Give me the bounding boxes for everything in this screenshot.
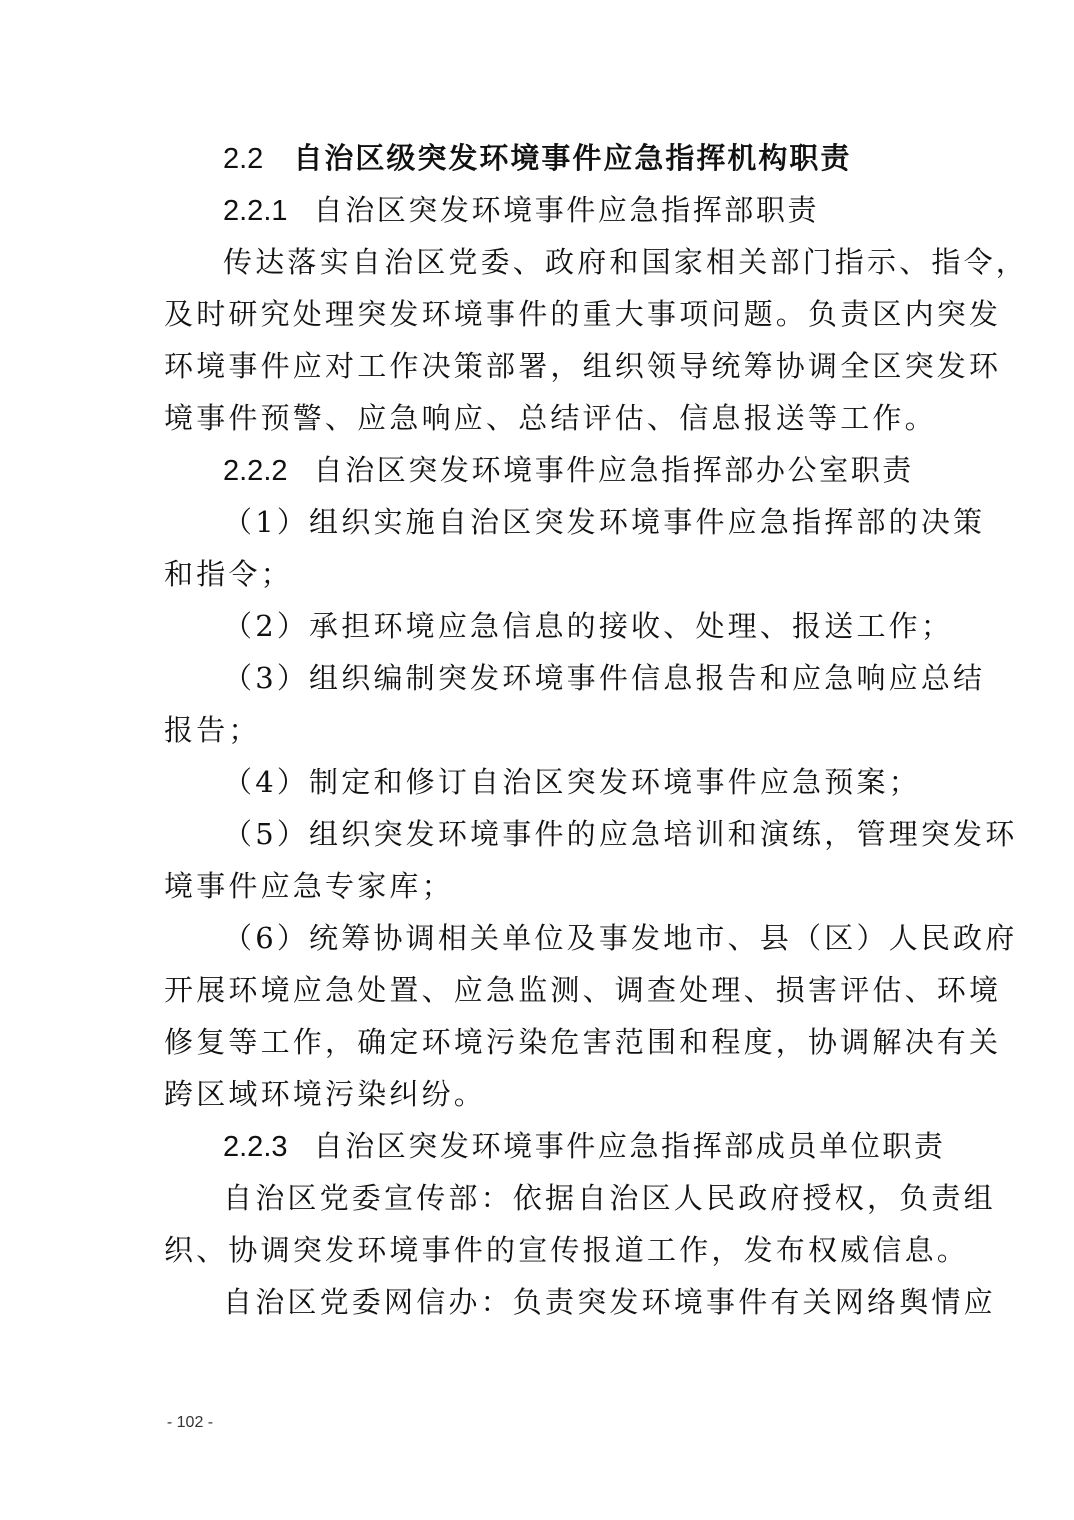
subsection-title: 自治区突发环境事件应急指挥部成员单位职责: [313, 1129, 946, 1163]
page-number: - 102 -: [166, 1414, 214, 1431]
text-line: （1）组织实施自治区突发环境事件应急指挥部的决策: [223, 505, 986, 539]
paragraph: [164, 236, 1029, 444]
text-line: 和指令；: [164, 557, 293, 591]
section-title: 自治区级突发环境事件应急指挥机构职责: [293, 141, 852, 175]
list-item: [164, 600, 954, 652]
text-line: （4）制定和修订自治区突发环境事件应急预案；: [223, 765, 921, 799]
list-item: [164, 912, 1018, 1120]
paragraph: [164, 1172, 996, 1276]
list-item: [164, 496, 986, 600]
text-line: 织、协调突发环境事件的宣传报道工作，发布权威信息。: [164, 1233, 970, 1267]
text-line: （2）承担环境应急信息的接收、处理、报送工作；: [223, 609, 954, 643]
subsection-heading: [164, 1120, 946, 1172]
list-item: [164, 652, 986, 756]
subsection-number: 2.2.1: [223, 195, 288, 227]
text-line: 境事件预警、应急响应、总结评估、信息报送等工作。: [164, 401, 937, 435]
text-line: 报告；: [164, 713, 261, 747]
paragraph: [164, 1276, 996, 1328]
subsection-number: 2.2.2: [223, 455, 288, 487]
list-item: [164, 756, 921, 808]
text-line: 传达落实自治区党委、政府和国家相关部门指示、指令，: [223, 245, 1029, 279]
document-body: [164, 132, 1029, 1328]
text-line: 开展环境应急处置、应急监测、调查处理、损害评估、环境: [164, 973, 1002, 1007]
subsection-number: 2.2.3: [223, 1131, 288, 1163]
text-line: 自治区党委网信办：负责突发环境事件有关网络舆情应: [223, 1285, 996, 1319]
text-line: 及时研究处理突发环境事件的重大事项问题。负责区内突发: [164, 297, 1002, 331]
text-line: 跨区域环境污染纠纷。: [164, 1077, 487, 1111]
section-heading: [164, 132, 912, 184]
text-line: 境事件应急专家库；: [164, 869, 454, 903]
text-line: （3）组织编制突发环境事件信息报告和应急响应总结: [223, 661, 986, 695]
subsection-title: 自治区突发环境事件应急指挥部办公室职责: [313, 453, 914, 487]
text-line: （5）组织突发环境事件的应急培训和演练，管理突发环: [223, 817, 1018, 851]
text-line: 环境事件应对工作决策部署，组织领导统筹协调全区突发环: [164, 349, 1002, 383]
text-line: 自治区党委宣传部：依据自治区人民政府授权，负责组: [223, 1181, 996, 1215]
subsection-heading: [164, 444, 912, 496]
text-line: 修复等工作，确定环境污染危害范围和程度，协调解决有关: [164, 1025, 1002, 1059]
section-number: 2.2: [223, 143, 264, 175]
subsection-heading: [164, 184, 912, 236]
text-line: （6）统筹协调相关单位及事发地市、县（区）人民政府: [223, 921, 1018, 955]
subsection-title: 自治区突发环境事件应急指挥部职责: [313, 193, 820, 227]
list-item: [164, 808, 1018, 912]
